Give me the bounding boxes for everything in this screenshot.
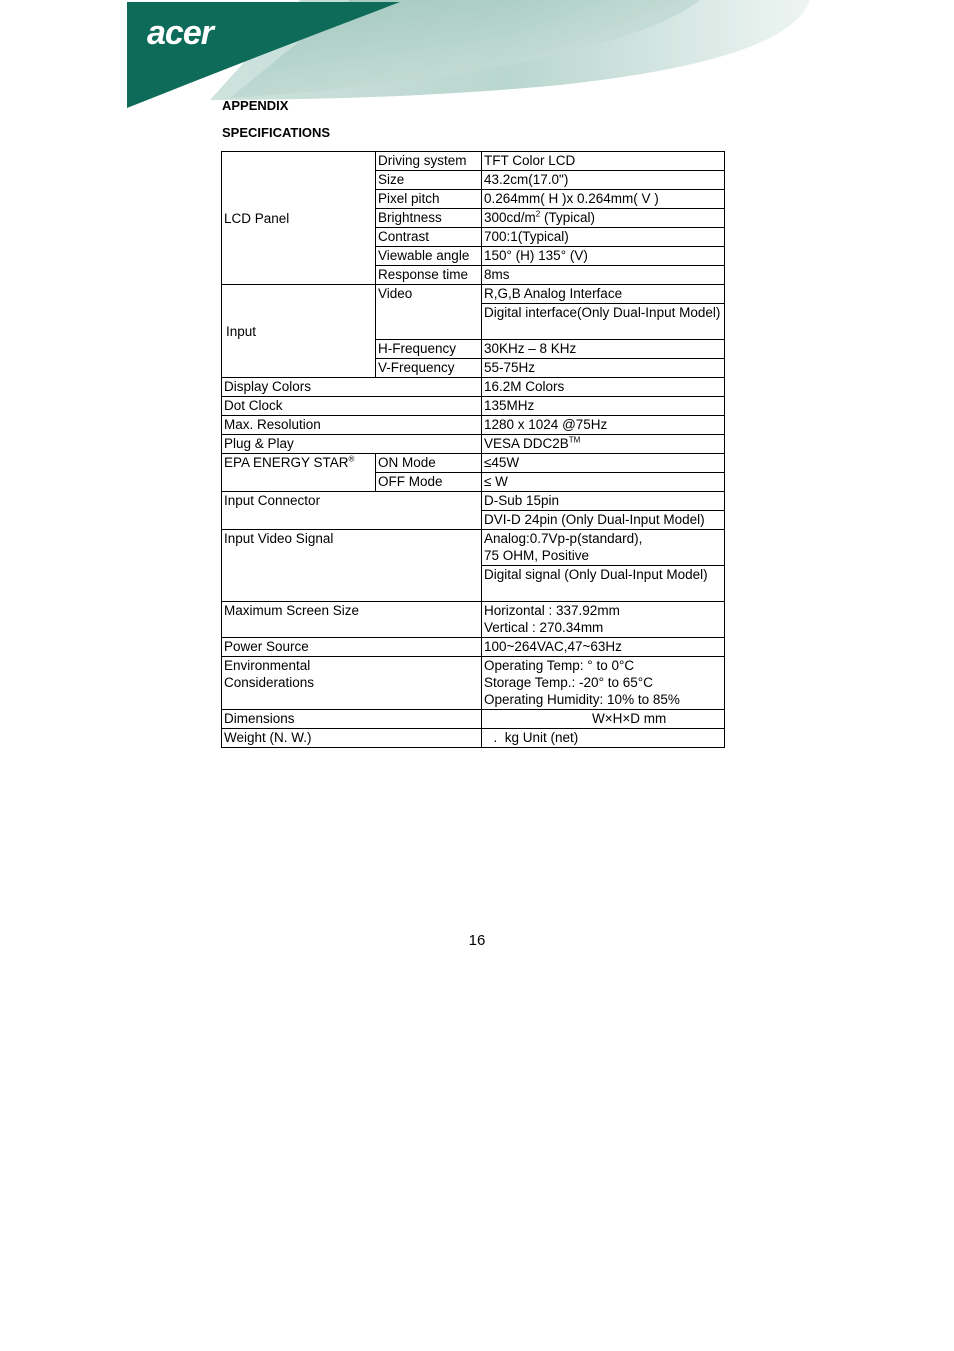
page-number: 16	[468, 932, 486, 949]
display-colors-label: Display Colors	[222, 378, 482, 397]
environmental-label: Environmental Considerations	[222, 657, 482, 710]
input-connector-value-dvi: DVI-D 24pin (Only Dual-Input Model)	[482, 511, 725, 530]
acer-logo: acer	[147, 14, 213, 52]
dot-clock-label: Dot Clock	[222, 397, 482, 416]
max-resolution-value: 1280 x 1024 @75Hz	[482, 416, 725, 435]
dot-clock-value: 135MHz	[482, 397, 725, 416]
input-video-signal-label: Input Video Signal	[222, 530, 482, 602]
environmental-value: Operating Temp: ° to 0°C Storage Temp.: -20° to 65°C Operating Humidity: 10% to 85%	[482, 657, 725, 710]
weight-value: . kg Unit (net)	[482, 729, 725, 748]
max-screen-size-label: Maximum Screen Size	[222, 602, 482, 638]
lcd-panel-label: LCD Panel	[222, 152, 376, 285]
v-frequency-value: 55-75Hz	[482, 359, 725, 378]
video-label: Video	[376, 285, 482, 340]
size-label: Size	[376, 171, 482, 190]
off-mode-value: ≤ W	[482, 473, 725, 492]
video-value-analog: R,G,B Analog Interface	[482, 285, 725, 304]
h-frequency-label: H-Frequency	[376, 340, 482, 359]
input-connector-value-dsub: D-Sub 15pin	[482, 492, 725, 511]
video-value-digital: Digital interface(Only Dual-Input Model)	[482, 304, 725, 340]
off-mode-label: OFF Mode	[376, 473, 482, 492]
brightness-value: $300cd/m^2$ (Typical)	[482, 209, 725, 228]
response-time-label: Response time	[376, 266, 482, 285]
response-time-value: 8ms	[482, 266, 725, 285]
specifications-table	[221, 151, 725, 748]
energy-star-label: EPA ENERGY STAR®	[222, 454, 376, 492]
contrast-value: 700:1(Typical)	[482, 228, 725, 247]
display-colors-value: 16.2M Colors	[482, 378, 725, 397]
dimensions-label: Dimensions	[222, 710, 482, 729]
on-mode-label: ON Mode	[376, 454, 482, 473]
appendix-heading: APPENDIX	[222, 98, 289, 113]
power-source-value: 100~264VAC,47~63Hz	[482, 638, 725, 657]
viewable-angle-label: Viewable angle	[376, 247, 482, 266]
plug-play-value: VESA DDC2B™	[482, 435, 725, 454]
specifications-heading: SPECIFICATIONS	[222, 125, 331, 140]
max-resolution-label: Max. Resolution	[222, 416, 482, 435]
brightness-label: Brightness	[376, 209, 482, 228]
viewable-angle-value: 150° (H) 135° (V)	[482, 247, 725, 266]
driving-system-label: Driving system	[376, 152, 482, 171]
input-video-signal-analog: Analog:0.7Vp-p(standard), 75 OHM, Positive	[482, 530, 725, 566]
h-frequency-value: 30KHz – 8 KHz	[482, 340, 725, 359]
driving-system-value: TFT Color LCD	[482, 152, 725, 171]
v-frequency-label: V-Frequency	[376, 359, 482, 378]
pixel-pitch-label: Pixel pitch	[376, 190, 482, 209]
weight-label: Weight (N. W.)	[222, 729, 482, 748]
size-value: 43.2cm(17.0")	[482, 171, 725, 190]
on-mode-value: ≤45W	[482, 454, 725, 473]
input-label: Input	[222, 285, 376, 378]
max-screen-size-value: Horizontal : 337.92mm Vertical : 270.34mm	[482, 602, 725, 638]
input-video-signal-digital: Digital signal (Only Dual-Input Model)	[482, 566, 725, 602]
pixel-pitch-value: 0.264mm( H )x 0.264mm( V )	[482, 190, 725, 209]
input-connector-label: Input Connector	[222, 492, 482, 530]
header-banner	[0, 0, 954, 112]
dimensions-value: W×H×D mm	[482, 710, 725, 729]
power-source-label: Power Source	[222, 638, 482, 657]
contrast-label: Contrast	[376, 228, 482, 247]
plug-play-label: Plug & Play	[222, 435, 482, 454]
